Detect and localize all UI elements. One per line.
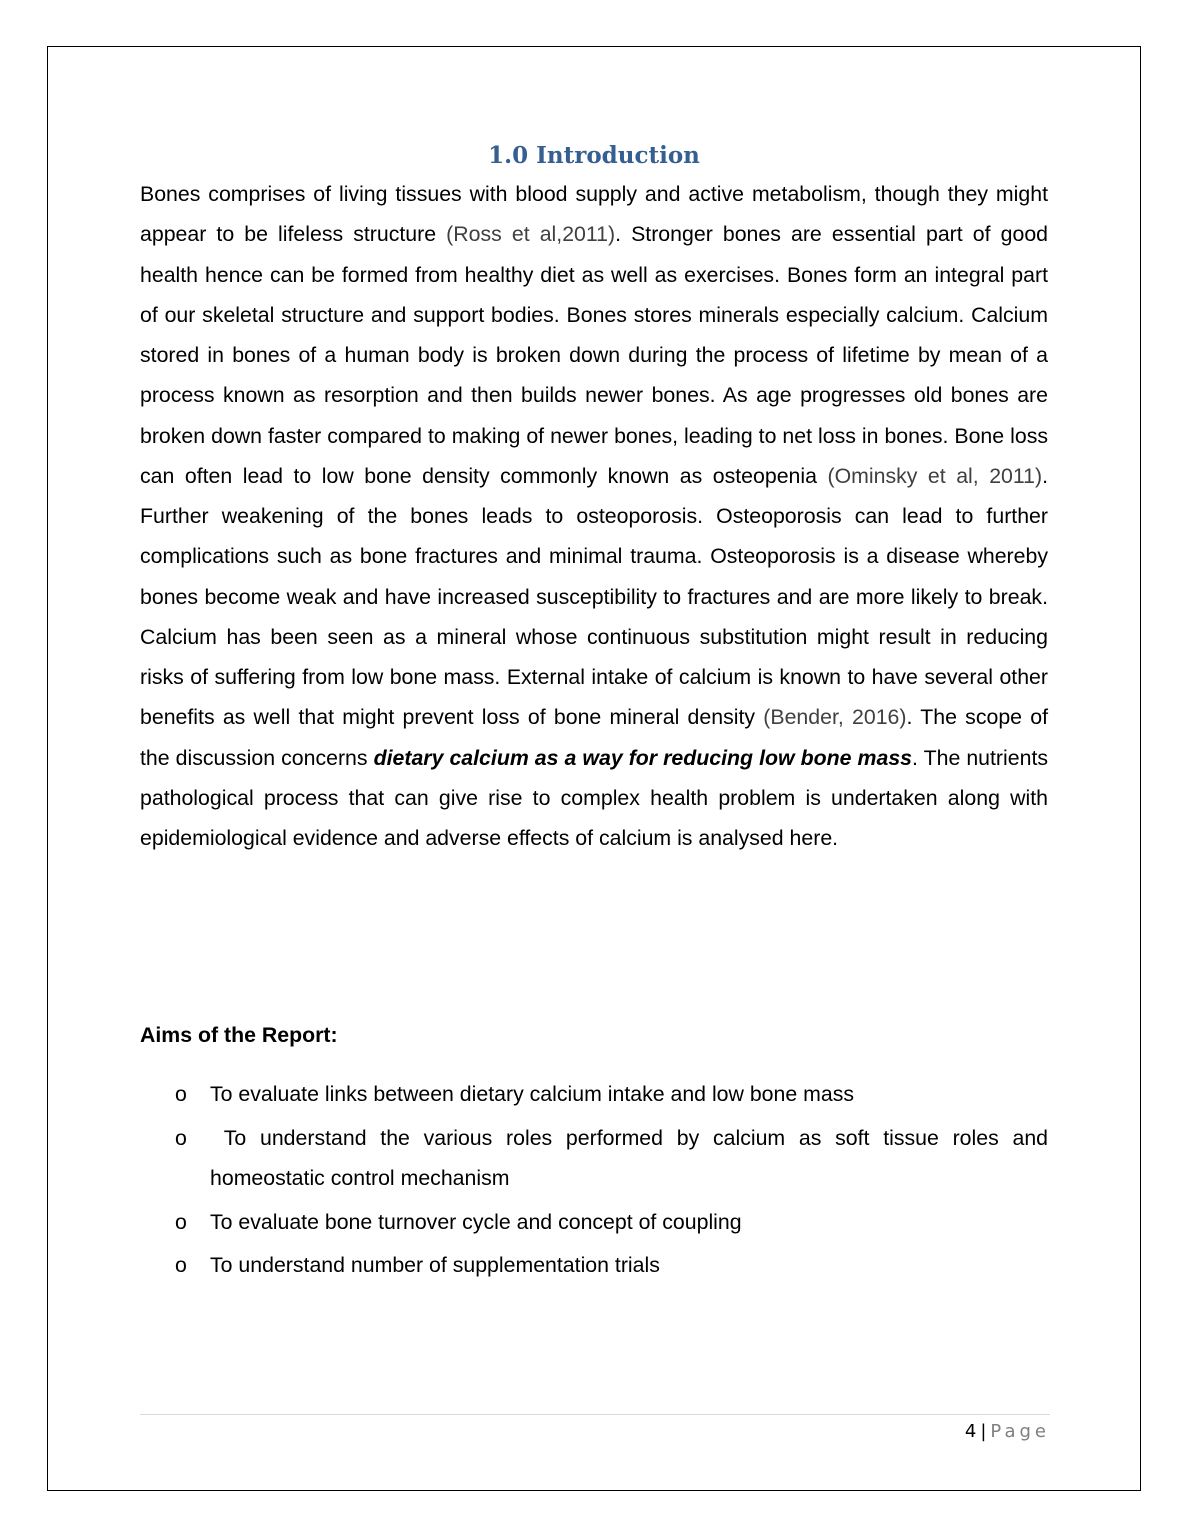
emphasized-scope: dietary calcium as a way for reducing low bone mass	[373, 745, 913, 770]
bullet-icon: o	[175, 1253, 187, 1277]
citation-ominsky: (Ominsky et al, 2011)	[827, 463, 1043, 488]
bullet-icon: o	[175, 1125, 187, 1150]
section-heading: 1.0 Introduction	[488, 142, 700, 169]
intro-text-5: . The nutrients pathological process that can give rise to complex health problem is undertaken along with epidemiological evidence and adverse effects of calcium is analysed here.	[140, 745, 1049, 850]
intro-text-4: . The scope of the discussion concerns	[140, 705, 1048, 770]
aim-text: To evaluate links between dietary calcium intake and low bone mass	[210, 1082, 854, 1106]
page-number: 4	[964, 1421, 977, 1442]
aims-list	[140, 1074, 1054, 1289]
aims-list-item	[140, 1245, 1048, 1286]
bullet-icon: o	[175, 1209, 187, 1234]
aim-text: To evaluate bone turnover cycle and concept of coupling	[210, 1209, 742, 1234]
aim-text: To understand the various roles performed by calcium as soft tissue roles and homeostatic control mechanism	[210, 1125, 1054, 1190]
intro-text-3: . Further weakening of the bones leads to osteoporosis. Osteoporosis can lead to further complications such as bone fractures and minimal trauma. Osteoporosis is a disease whereby bones become weak and have increased susceptibility to fractures and are more likely to break. Calcium has been seen as a mineral whose continuous substitution might result in reducing risks of suffering from low bone mass. External intake of calcium is known to have several other benefits as well that might prevent loss of bone mineral density	[140, 463, 1049, 730]
bullet-icon: o	[175, 1082, 187, 1106]
intro-text-2: . Stronger bones are essential part of good health hence can be formed from healthy diet as well as exercises. Bones form an integral part of our skeletal structure and support bodies. Bones stores minerals especially calcium. Calcium stored in bones of a human body is broken down during the process of lifetime by mean of a process known as resorption and then builds newer bones. As age progresses old bones are broken down faster compared to making of newer bones, leading to net loss in bones. Bone loss can often lead to low bone density commonly known as osteopenia	[140, 222, 1049, 488]
citation-ross: (Ross et al,2011)	[446, 222, 616, 247]
intro-paragraph	[140, 174, 1048, 858]
aims-heading: Aims of the Report:	[140, 1023, 338, 1047]
aims-list-item	[140, 1202, 1048, 1243]
citation-bender: (Bender, 2016)	[763, 705, 907, 730]
page-label: Page	[990, 1421, 1050, 1442]
aim-text: To understand number of supplementation trials	[210, 1253, 660, 1277]
document-body	[140, 138, 1048, 858]
footer-divider	[140, 1414, 1050, 1415]
intro-text-1: Bones comprises of living tissues with blood supply and active metabolism, though they might appear to be lifeless structure	[140, 182, 1048, 247]
aims-list-item	[140, 1118, 1054, 1199]
footer-separator: |	[980, 1421, 987, 1442]
page-footer	[965, 1420, 1050, 1444]
aims-list-item	[140, 1074, 1048, 1115]
